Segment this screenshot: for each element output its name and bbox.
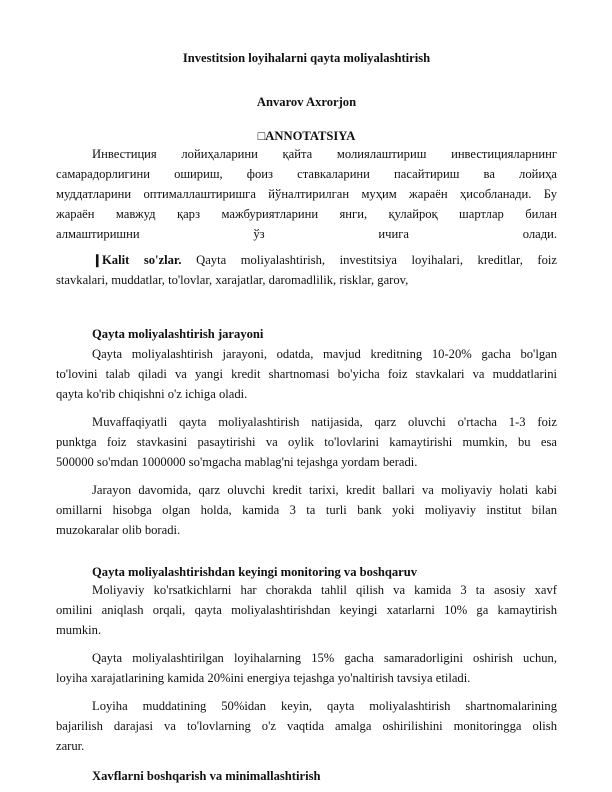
annotation-heading-text: ANNOTATSIYA: [265, 129, 356, 143]
section-heading: Qayta moliyalashtirishdan keyingi monitoring va boshqaruv: [92, 565, 418, 579]
paragraph-line: Loyiha muddatining 50%idan keyin, qayta moliyalashtirish shartnomalarining: [92, 699, 557, 713]
paragraph-line: muzokaralar olib boradi.: [56, 523, 181, 537]
annotation-line: муддатларини оптималлаштиришга йўналтирилган муҳим жараён ҳисобланади. Бу: [56, 187, 557, 201]
paragraph-line: Muvaffaqiyatli qayta moliyalashtirish natijasida, qarz oluvchi o'rtacha 1-3 foiz: [92, 415, 557, 429]
paragraph-line: Qayta moliyalashtirish jarayoni, odatda, mavjud kreditning 10-20% gacha bo'lgan: [92, 347, 557, 361]
paragraph-line: qayta ko'rib chiqishni o'z ichiga oladi.: [56, 387, 248, 401]
paragraph-line: omilini aniqlash orqali, qayta moliyalashtirishdan keyingi xatarlarni 10% ga kamaytirish: [56, 603, 557, 617]
annotation-line: алмаштиришни ўз ичига олади.: [56, 227, 557, 241]
paragraph-line: loyiha xarajatlarining kamida 20%ini energiya tejashga yo'naltirish tavsiya etiladi.: [56, 671, 471, 685]
paragraph-line: mumkin.: [56, 623, 102, 637]
document-title: Investitsion loyihalarni qayta moliyalashtirish: [182, 51, 431, 65]
key-icon: ❙: [92, 253, 103, 267]
paragraph-line: bajarilish darajasi va to'lovlarning o'z vaqtida amalga oshirilishini monitoringga olish: [56, 719, 557, 733]
annotation-line: Инвестиция лойиҳаларини қайта молиялаштириш инвестицияларнинг: [92, 147, 557, 161]
author-name: Anvarov Axrorjon: [256, 95, 357, 109]
paragraph-line: Moliyaviy ko'rsatkichlarni har chorakda tahlil qilish va kamida 3 ta asosiy xavf: [92, 583, 557, 597]
keywords-line: stavkalari, muddatlar, to'lovlar, xarajatlar, daromadlilik, risklar, garov,: [56, 273, 409, 287]
paragraph-line: to'lovini talab qiladi va yangi kredit shartnomasi bo'yicha foiz stavkalari va muddatlarini: [56, 367, 557, 381]
keywords-label: Kalit so'zlar.: [102, 253, 182, 267]
annotation-heading: [56, 126, 557, 146]
keywords-text: Qayta moliyalashtirish, investitsiya loyihalari, kreditlar, foiz: [196, 253, 557, 267]
section-heading: Xavflarni boshqarish va minimallashtirish: [92, 769, 321, 783]
paragraph-line: Jarayon davomida, qarz oluvchi kredit tarixi, kredit ballari va moliyaviy holati kabi: [92, 483, 557, 497]
paragraph-line: omillarni hisobga olgan holda, kamida 3 ta turli bank yoki moliyaviy institut bilan: [56, 503, 557, 517]
annotation-line: самарадорлигини ошириш, фоиз ставкаларини пасайтириш ва лойиҳа: [56, 167, 557, 181]
bullet-icon: □: [257, 129, 266, 143]
paragraph-line: 500000 so'mdan 1000000 so'mgacha mablag'ni tejashga yordam beradi.: [56, 455, 418, 469]
paragraph-line: punktga foiz stavkasini pasaytirishi va oylik to'lovlarini kamaytirishi mumkin, bu esa: [56, 435, 557, 449]
annotation-line: жараён мавжуд қарз мажбуриятларини янги, қулайроқ шартлар билан: [56, 207, 557, 221]
keywords-line: [56, 250, 557, 270]
paragraph-line: zarur.: [56, 739, 85, 753]
paragraph-line: Qayta moliyalashtirilgan loyihalarning 15% gacha samaradorligini oshirish uchun,: [92, 651, 557, 665]
section-heading: Qayta moliyalashtirish jarayoni: [92, 327, 264, 341]
